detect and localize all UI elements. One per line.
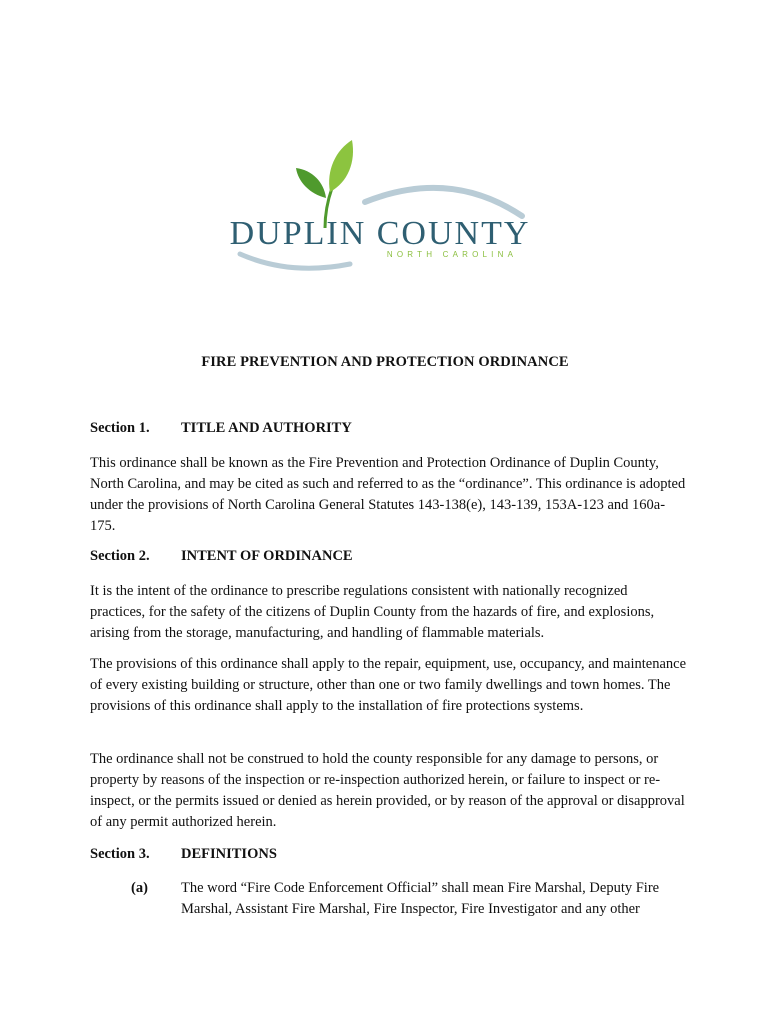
duplin-county-logo xyxy=(230,136,530,278)
section-2-paragraph-3: The ordinance shall not be construed to hold the county responsible for any damage to persons, or property by reasons of the inspection or re-inspection authorized herein, or failure to inspect or re-inspect, or the permits issued or denied as herein provided, or by reason of the approval or disapproval of any permit authorized herein. xyxy=(90,751,685,830)
section-1-paragraph-1: This ordinance shall be known as the Fire Prevention and Protection Ordinance of Duplin County, North Carolina, and may be cited as such and referred to as the “ordinance”. This ordinance is adopted under the provisions of North Carolina General Statutes 143-138(e), 143-139, 153A-123 and 160a-175. xyxy=(90,455,686,534)
section-2-paragraph-2: The provisions of this ordinance shall apply to the repair, equipment, use, occupancy, and maintenance of every existing building or structure, other than one or two family dwellings and town homes. The provisions of this ordinance shall apply to the installation of fire protections systems. xyxy=(90,656,687,714)
definition-item-a-text: The word “Fire Code Enforcement Official” shall mean Fire Marshal, Deputy Fire Marshal, Assistant Fire Marshal, Fire Inspector, Fire Investigator and any other xyxy=(181,880,660,917)
section-2-number: Section 2. xyxy=(90,548,150,564)
section-2-paragraph-1: It is the intent of the ordinance to prescribe regulations consistent with nationally recognized practices, for the safety of the citizens of Duplin County from the hazards of fire, and explosions, arising from the storage, manufacturing, and handling of flammable materials. xyxy=(90,583,655,641)
section-3-number: Section 3. xyxy=(90,846,150,862)
logo-leaf-right xyxy=(329,140,353,192)
logo-state-name: NORTH CAROLINA xyxy=(386,250,518,259)
section-2-title: INTENT OF ORDINANCE xyxy=(181,548,353,564)
logo-leaf-left xyxy=(296,168,326,198)
section-1-number: Section 1. xyxy=(90,420,150,436)
document-title: FIRE PREVENTION AND PROTECTION ORDINANCE xyxy=(201,354,569,370)
logo-graphic xyxy=(230,136,530,278)
logo-swoosh-lower xyxy=(240,254,350,268)
section-1-title: TITLE AND AUTHORITY xyxy=(181,420,352,436)
logo-swoosh-upper xyxy=(365,188,522,216)
logo-county-name: DUPLIN COUNTY xyxy=(230,215,530,252)
section-3-title: DEFINITIONS xyxy=(181,846,277,862)
definition-item-a-label: (a) xyxy=(131,880,148,896)
